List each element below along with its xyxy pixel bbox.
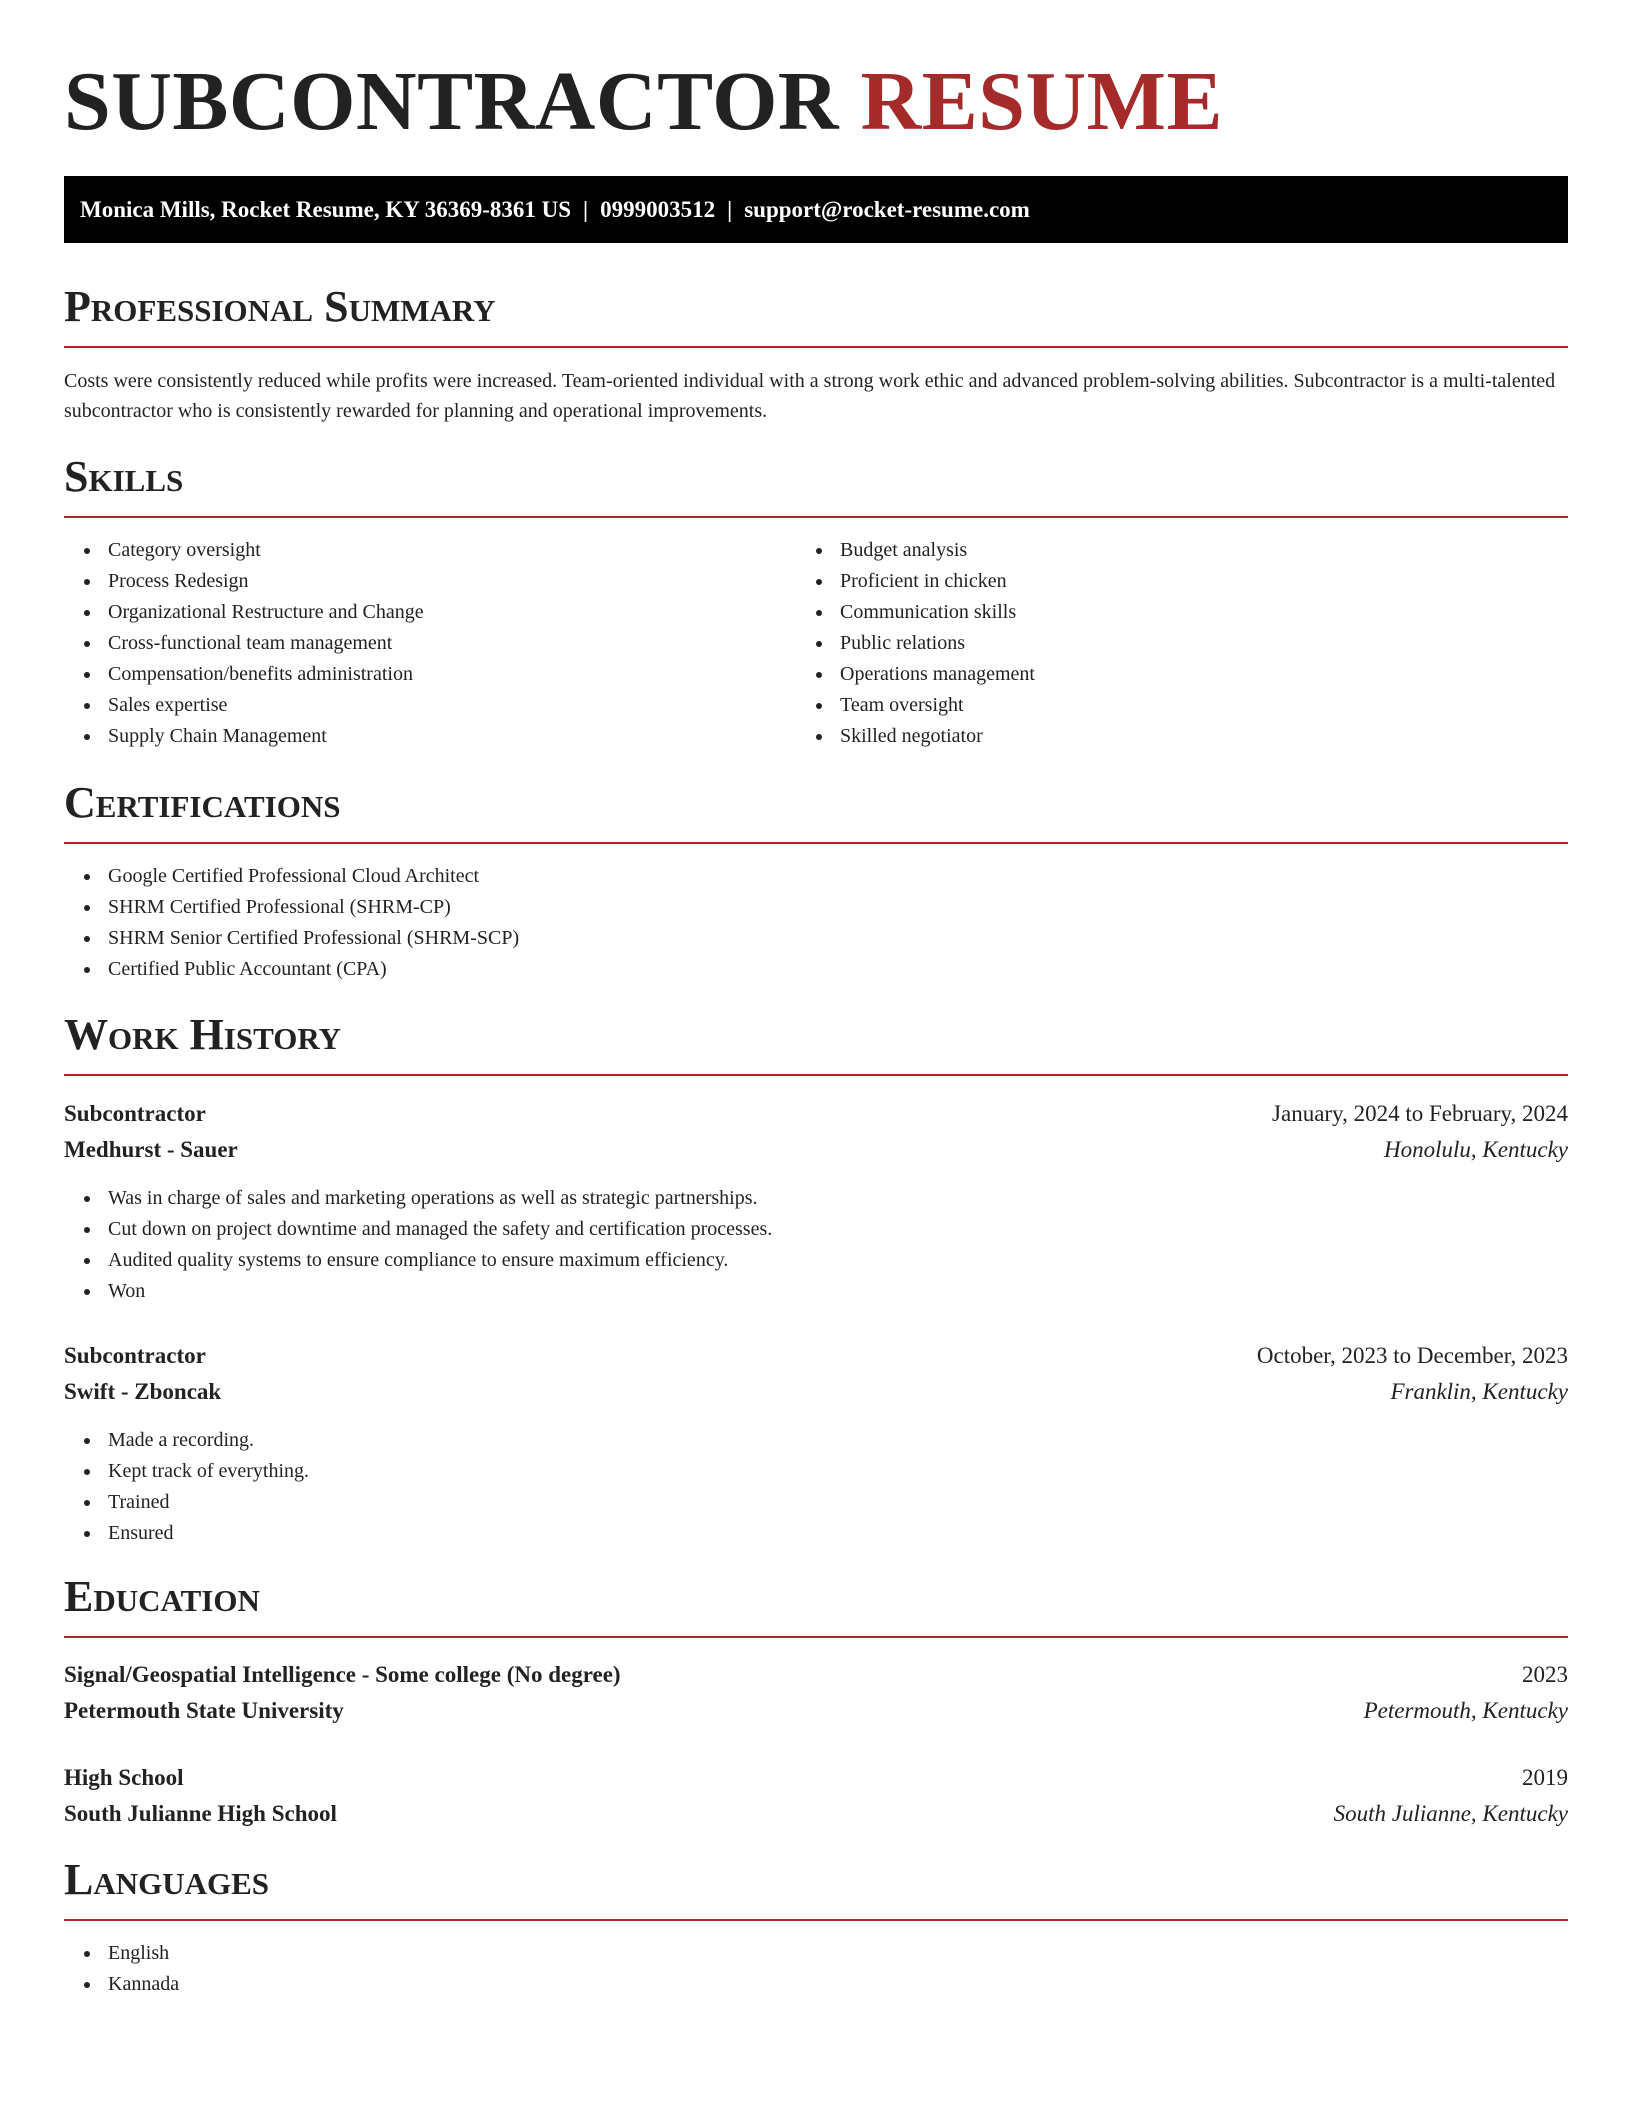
job-duties-list bbox=[64, 1425, 309, 1549]
education-header-row bbox=[64, 1760, 1568, 1796]
job-header-row bbox=[64, 1096, 1568, 1132]
education-degree: Signal/Geospatial Intelligence - Some college (No degree) bbox=[64, 1662, 621, 1687]
job-duty-item: Won bbox=[64, 1276, 772, 1307]
education-location: Petermouth, Kentucky bbox=[1363, 1698, 1568, 1723]
job-duty-item: Was in charge of sales and marketing operations as well as strategic partnerships. bbox=[64, 1183, 772, 1214]
certification-item: SHRM Certified Professional (SHRM-CP) bbox=[64, 892, 519, 923]
skill-item: Budget analysis bbox=[796, 535, 1035, 566]
education-school: Petermouth State University bbox=[64, 1698, 344, 1723]
summary-heading: Professional Summary bbox=[64, 282, 1568, 348]
education-header-row bbox=[64, 1657, 1568, 1693]
education-school-row bbox=[64, 1796, 1568, 1832]
job-duty-item: Kept track of everything. bbox=[64, 1456, 309, 1487]
language-item: Kannada bbox=[64, 1969, 179, 2000]
certifications-heading: Certifications bbox=[64, 778, 1568, 844]
skill-item: Cross-functional team management bbox=[64, 628, 424, 659]
certification-item: SHRM Senior Certified Professional (SHRM-SCP) bbox=[64, 923, 519, 954]
job-header-row bbox=[64, 1338, 1568, 1374]
education-degree: High School bbox=[64, 1765, 184, 1790]
skill-item: Operations management bbox=[796, 659, 1035, 690]
skill-item: Compensation/benefits administration bbox=[64, 659, 424, 690]
job-company: Medhurst - Sauer bbox=[64, 1137, 238, 1162]
certifications-list bbox=[64, 861, 519, 985]
job-duty-item: Made a recording. bbox=[64, 1425, 309, 1456]
education-school-row bbox=[64, 1693, 1568, 1729]
contact-email[interactable]: support@rocket-resume.com bbox=[744, 197, 1030, 222]
skills-list-right bbox=[796, 535, 1035, 752]
skill-item: Public relations bbox=[796, 628, 1035, 659]
job-location: Honolulu, Kentucky bbox=[1384, 1137, 1568, 1162]
job-dates: October, 2023 to December, 2023 bbox=[1256, 1343, 1568, 1368]
job-duties-list bbox=[64, 1183, 772, 1307]
skill-item: Organizational Restructure and Change bbox=[64, 597, 424, 628]
title-part-2: RESUME bbox=[860, 55, 1223, 148]
contact-bar bbox=[64, 176, 1568, 243]
job-duty-item: Ensured bbox=[64, 1518, 309, 1549]
title-part-1: SUBCONTRACTOR bbox=[64, 55, 840, 148]
skill-item: Category oversight bbox=[64, 535, 424, 566]
skill-item: Skilled negotiator bbox=[796, 721, 1035, 752]
job-title: Subcontractor bbox=[64, 1343, 206, 1368]
skill-item: Sales expertise bbox=[64, 690, 424, 721]
contact-address: Monica Mills, Rocket Resume, KY 36369-8361 US bbox=[80, 197, 572, 222]
job-duty-item: Cut down on project downtime and managed the safety and certification processes. bbox=[64, 1214, 772, 1245]
job-company-row bbox=[64, 1132, 1568, 1168]
skill-item: Communication skills bbox=[796, 597, 1035, 628]
education-heading: Education bbox=[64, 1572, 1568, 1638]
languages-heading: Languages bbox=[64, 1855, 1568, 1921]
education-school: South Julianne High School bbox=[64, 1801, 337, 1826]
education-location: South Julianne, Kentucky bbox=[1333, 1801, 1568, 1826]
skills-heading: Skills bbox=[64, 452, 1568, 518]
job-duty-item: Trained bbox=[64, 1487, 309, 1518]
summary-text: Costs were consistently reduced while profits were increased. Team-oriented individual with a strong work ethic and advanced problem-solving abilities. Subcontractor is a multi-talented subcontractor who is consistently rewarded for planning and operational improvements. bbox=[64, 370, 1556, 422]
languages-list bbox=[64, 1938, 179, 2000]
skills-list-left bbox=[64, 535, 424, 752]
skill-item: Process Redesign bbox=[64, 566, 424, 597]
skill-item: Supply Chain Management bbox=[64, 721, 424, 752]
certification-item: Google Certified Professional Cloud Architect bbox=[64, 861, 519, 892]
contact-separator: | bbox=[727, 197, 733, 222]
job-location: Franklin, Kentucky bbox=[1390, 1379, 1568, 1404]
resume-title bbox=[64, 52, 1223, 152]
education-year: 2019 bbox=[1522, 1765, 1568, 1790]
skill-item: Team oversight bbox=[796, 690, 1035, 721]
job-duty-item: Audited quality systems to ensure compliance to ensure maximum efficiency. bbox=[64, 1245, 772, 1276]
job-title: Subcontractor bbox=[64, 1101, 206, 1126]
contact-separator: | bbox=[583, 197, 589, 222]
work-history-heading: Work History bbox=[64, 1010, 1568, 1076]
job-company-row bbox=[64, 1374, 1568, 1410]
contact-phone[interactable]: 0999003512 bbox=[600, 197, 716, 222]
job-company: Swift - Zboncak bbox=[64, 1379, 222, 1404]
certification-item: Certified Public Accountant (CPA) bbox=[64, 954, 519, 985]
language-item: English bbox=[64, 1938, 179, 1969]
education-year: 2023 bbox=[1522, 1662, 1568, 1687]
job-dates: January, 2024 to February, 2024 bbox=[1272, 1101, 1568, 1126]
skill-item: Proficient in chicken bbox=[796, 566, 1035, 597]
